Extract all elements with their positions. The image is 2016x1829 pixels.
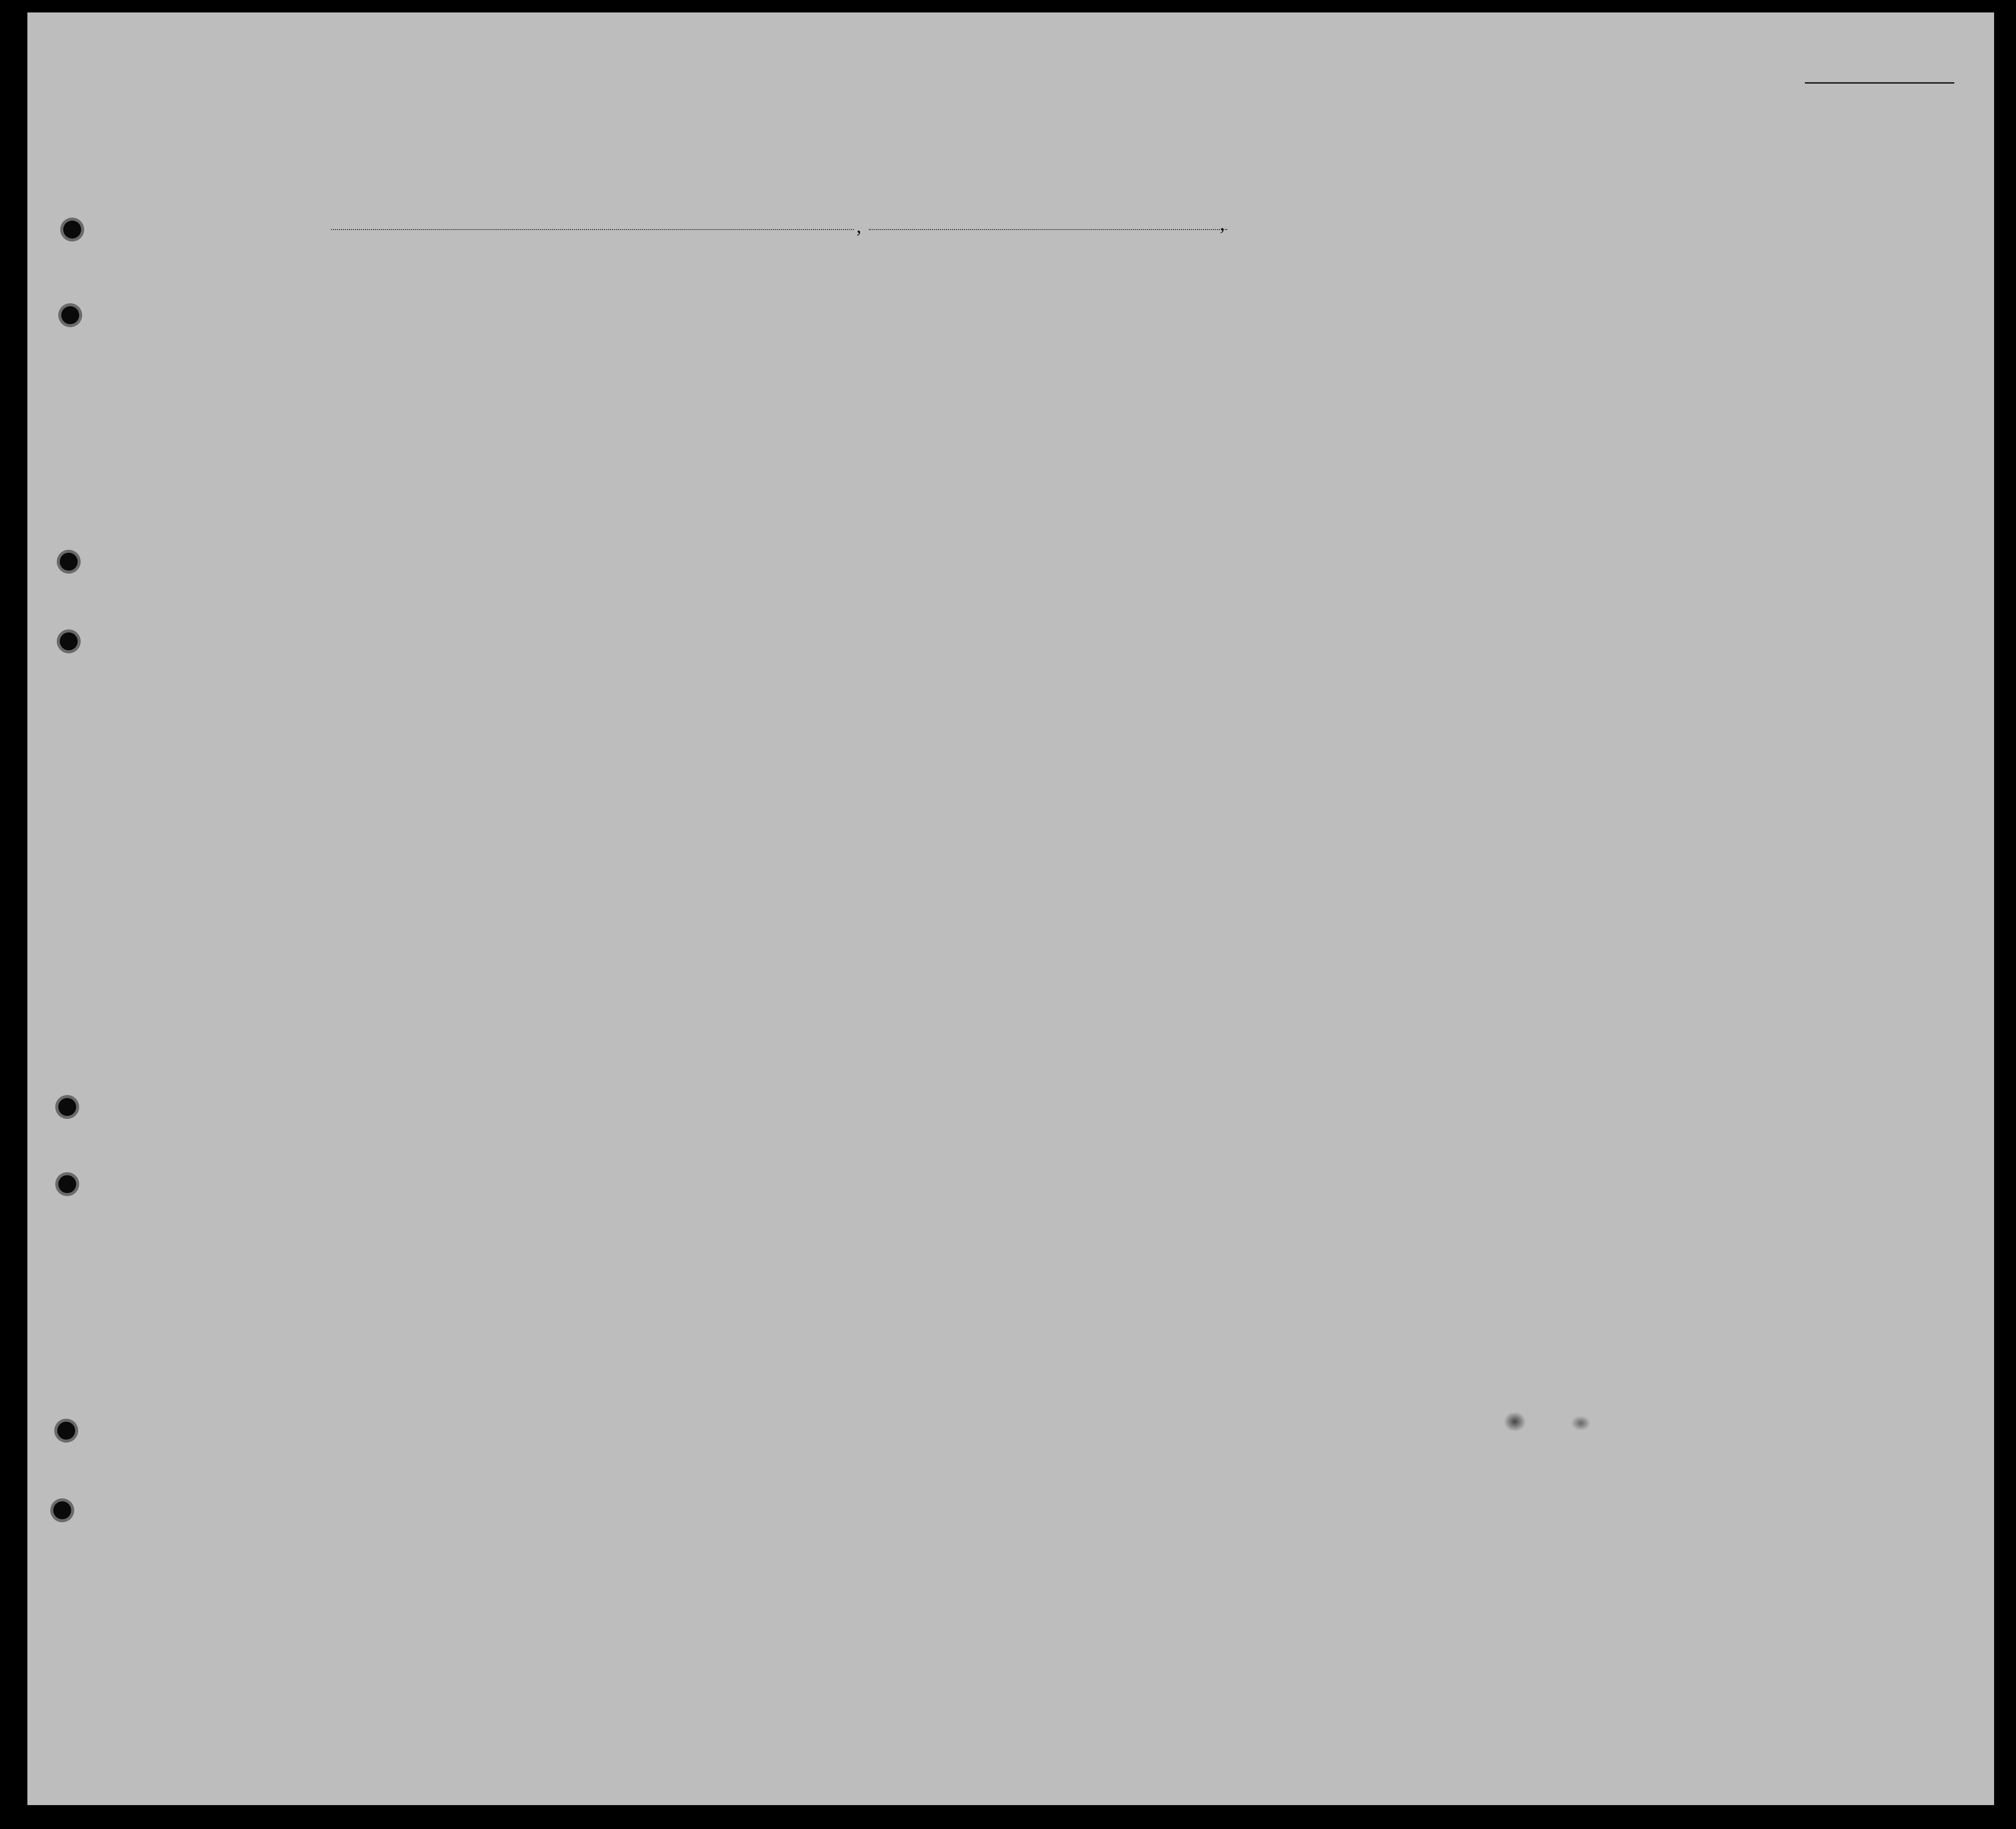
header-q29 [1466,294,1501,413]
manifest-sheet: , , [27,12,1994,1805]
manifest-table-grid [27,12,1994,1805]
ink-smudge [1571,1416,1591,1431]
ink-smudge [1504,1412,1526,1432]
header-prison [1282,294,1312,413]
header-q28 [1414,294,1459,413]
